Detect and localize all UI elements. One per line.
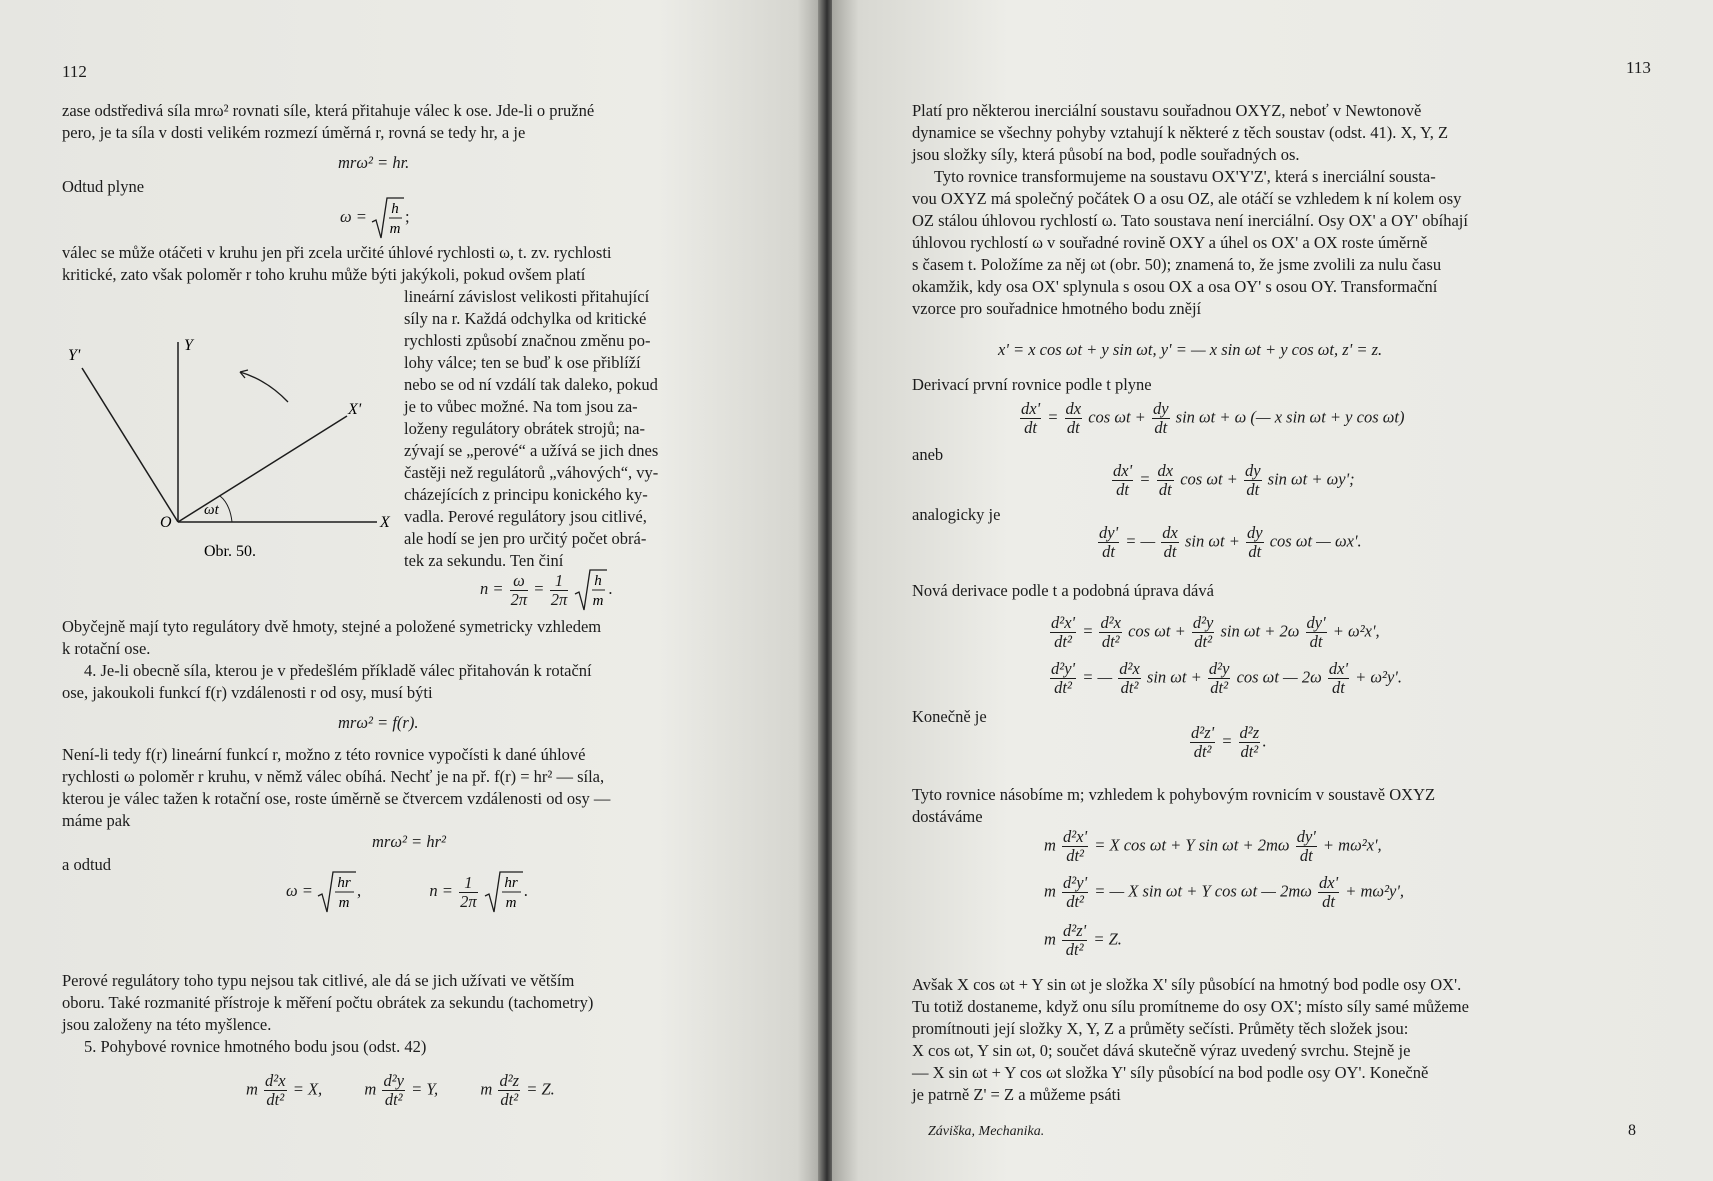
footer-sheet-number: 8	[1628, 1122, 1636, 1139]
text-line: válec se může otáčeti v kruhu jen při zcela určité úhlové rychlosti ω, t. zv. rychlosti	[62, 243, 612, 262]
frac-num: dx	[1162, 523, 1178, 542]
frac-num: dx'	[1021, 399, 1041, 418]
equation-dd1: $\frac{\text{d²x'}}{\text{dt²}}$ = $\frac{\text{d²x}}{\text{dt²}}$ cos ωt + $\frac{\text{d²y}}{\text{dt²}}$ sin ωt + 2ω $\frac{dy'}{dt}$ + ω²x',	[1051, 613, 1380, 651]
page-number: 112	[62, 62, 87, 81]
text-line: oboru. Také rozmanité přístroje k měření počtu obrátek za sekundu (tachometry)	[62, 993, 594, 1012]
page-number: 113	[1626, 58, 1651, 77]
text-line: pero, je ta síla v dosti velikém rozmezí úměrná r, rovná se tedy hr, a je	[62, 123, 526, 142]
text-line: kritické, zato však poloměr r toho kruhu může býti jakýkoli, pokud ovšem platí	[62, 265, 586, 284]
eq-lhs: ω =	[286, 880, 313, 900]
label-wt: ωt	[204, 502, 219, 518]
side-line: zývají se „perové“ a užívá se jich dnes	[404, 441, 659, 460]
side-line: ale hodí se jen pro určitý počet obrá-	[404, 529, 647, 548]
right-page	[832, 0, 1713, 1181]
side-line: lohy válce; ten se buď k ose přiblíží	[404, 353, 641, 372]
frac-den: dt²	[1240, 742, 1259, 761]
frac-den: dt	[1322, 892, 1335, 911]
frac-num: dy	[1247, 523, 1263, 542]
fraction	[550, 572, 569, 609]
frac-num: d²y	[1192, 613, 1214, 632]
text-line: vou OXYZ má společný počátek O a osu OZ, ale otáčí se vzhledem k ní kolem osy	[912, 189, 1462, 208]
frac-den: 2π	[460, 891, 477, 911]
equation-omega-n: ω = hr m , n = $\frac{1}{2\pi}$ hr m .	[286, 870, 528, 914]
equation-d2: $\frac{dx'}{dt}$ = $\frac{dx}{dt}$ cos ωt + $\frac{dy}{dt}$ sin ωt + ωy';	[1113, 461, 1355, 499]
text-line: s časem t. Položíme za něj ωt (obr. 50); znamená to, že jsme zvolili za nulu času	[912, 255, 1442, 274]
eq-rhs: = X,	[292, 1079, 323, 1099]
label-Y-prime: Y'	[68, 347, 81, 364]
eq-part: sin ωt + 2ω	[1220, 621, 1300, 641]
eq-m: m	[1044, 881, 1056, 901]
text-line: máme pak	[62, 811, 131, 830]
eq-part: = Z.	[1093, 929, 1122, 949]
equation-d3: $\frac{dy'}{dt}$ = — $\frac{dx}{dt}$ sin ωt + $\frac{dy}{dt}$ cos ωt — ωx'.	[1099, 523, 1362, 561]
sqrt-den: m	[592, 593, 604, 609]
text-line: Tyto rovnice transformujeme na soustavu OX'Y'Z', která s inerciální sousta-	[934, 167, 1436, 186]
text-line: Perové regulátory toho typu nejsou tak citlivé, ale dá se jich užívati ve větším	[62, 971, 575, 990]
side-line: loženy regulátory obrátek strojů; na-	[404, 419, 645, 438]
equation-dd3: $\frac{\text{d²z'}}{\text{dt²}}$ = $\frac{\text{d²z}}{\text{dt²}}$ .	[1191, 723, 1267, 761]
text-line: X cos ωt, Y sin ωt, 0; součet dává skutečně výraz uvedený svrchu. Stejně je	[912, 1041, 1411, 1060]
eq-part: + ω²y'.	[1355, 667, 1402, 687]
text-line: Odtud plyne	[62, 177, 145, 196]
frac-num: d²z'	[1063, 921, 1087, 940]
frac-den: dt	[1248, 542, 1262, 561]
label-X: X	[380, 514, 390, 531]
eq-part: cos ωt — 2ω	[1236, 667, 1322, 687]
text-line: zase odstředivá síla mrω² rovnati síle, která přitahuje válec k ose. Jde-li o pružné	[62, 101, 595, 120]
frac-den: dt²	[266, 1090, 285, 1109]
text-line: jsou založeny na této myšlence.	[62, 1015, 272, 1034]
text-line: okamžik, kdy osa OX' splynula s osou OX a osa OY' s osou OY. Transformační	[912, 277, 1438, 296]
frac-num: dx'	[1328, 659, 1348, 678]
eq-m: m	[246, 1079, 258, 1099]
text-line: OZ stálou úhlovou rychlostí ω. Tato soustava není inerciální. Osy OX' a OY' obíhají	[912, 211, 1468, 230]
footer-signature: Záviška, Mechanika.	[928, 1124, 1045, 1139]
text-line: kterou je válec tažen k rotační ose, roste úměrně se čtvercem vzdálenosti od osy —	[62, 789, 611, 808]
eq-part: = X cos ωt + Y sin ωt + 2mω	[1094, 835, 1290, 855]
eq-lhs: n =	[480, 578, 504, 598]
text-line: Tyto rovnice násobíme m; vzhledem k pohybovým rovnicím v soustavě OXYZ	[912, 785, 1436, 804]
text-line: ose, jakoukoli funkcí f(r) vzdálenosti r od osy, musí býti	[62, 683, 433, 702]
label-X-prime: X'	[348, 401, 362, 418]
frac-num: d²x	[1100, 613, 1121, 632]
equation-d1: $\frac{dx'}{dt}$ = $\frac{dx}{dt}$ cos ωt + $\frac{dy}{dt}$ sin ωt + ω (— x sin ωt + y cos ωt)	[1021, 399, 1405, 437]
sqrt-num: h	[594, 573, 603, 589]
equation: mrω² = hr²	[372, 832, 446, 851]
frac-den: dt	[1102, 542, 1115, 561]
text-line: jsou složky síly, která působí na bod, podle souřadných os.	[912, 145, 1300, 164]
frac-den: dt²	[500, 1090, 519, 1109]
sqrt	[317, 870, 357, 914]
fraction	[382, 1072, 405, 1109]
equations-motion	[246, 1072, 555, 1109]
equation-m2	[1044, 874, 1404, 911]
frac-num: dx'	[1319, 873, 1339, 892]
side-line: vadla. Perové regulátory jsou citlivé,	[404, 507, 647, 526]
frac-num: dx'	[1113, 461, 1133, 480]
frac-num: dy	[1152, 399, 1169, 418]
text-line: Derivací první rovnice podle t plyne	[912, 375, 1152, 394]
frac-den: dt	[1066, 418, 1080, 437]
eq-part: sin ωt +	[1146, 667, 1202, 687]
eq-m: m	[1044, 929, 1056, 949]
frac-num: 1	[550, 572, 569, 591]
frac-den: dt	[1332, 678, 1345, 697]
eq-part: = — X sin ωt + Y cos ωt — 2mω	[1094, 881, 1312, 901]
fraction	[459, 874, 478, 911]
side-line: cházejících z principu konického ky-	[404, 485, 648, 504]
sqrt	[371, 196, 405, 240]
text-line: Tu totiž dostaneme, když onu sílu promítneme do osy OX'; místo síly samé můžeme	[912, 997, 1469, 1016]
frac-den: dt	[1299, 846, 1313, 865]
text-line: Konečně je	[912, 707, 987, 726]
text-line: vzorce pro souřadnice hmotného bodu znějí	[912, 299, 1202, 318]
frac-den: dt²	[1193, 742, 1212, 761]
label-O: O	[160, 514, 172, 531]
frac-num: dx	[1157, 461, 1174, 480]
frac-num: dx	[1065, 399, 1082, 418]
frac-num: dy	[1244, 461, 1261, 480]
angle-arc	[220, 496, 232, 522]
text-line: Avšak X cos ωt + Y sin ωt je složka X' síly působící na hmotný bod podle osy OX'.	[912, 975, 1462, 994]
frac-num: ω	[510, 572, 529, 591]
axis-y-prime	[82, 368, 178, 522]
frac-den: dt	[1309, 632, 1323, 651]
figure-50	[62, 330, 402, 570]
equation-m3	[1044, 922, 1122, 959]
frac-den: dt²	[1120, 678, 1139, 697]
eq-part: + mω²y',	[1345, 881, 1404, 901]
eq-m: m	[364, 1079, 377, 1099]
frac-den: dt²	[1054, 678, 1072, 697]
side-line: je to vůbec možné. Na tom jsou za-	[404, 397, 638, 416]
sqrt	[574, 568, 608, 612]
frac-num: d²y	[383, 1071, 404, 1090]
frac-num: d²y	[1208, 659, 1230, 678]
eq-part: + mω²x',	[1322, 835, 1382, 855]
eq-m: m	[480, 1079, 493, 1099]
eq-part: cos ωt +	[1088, 407, 1146, 427]
text-line: Není-li tedy f(r) lineární funkcí r, možno z této rovnice vypočísti k dané úhlové	[62, 745, 586, 764]
frac-den: dt²	[1066, 846, 1084, 865]
left-page	[0, 0, 822, 1181]
text-line: Nová derivace podle t a podobná úprava dává	[912, 581, 1214, 600]
eq-lhs: n =	[429, 880, 453, 900]
text-line: dynamice se všechny pohyby vztahují k některé z těch soustav (odst. 41). X, Y, Z	[912, 123, 1449, 142]
text-line: úhlovou rychlostí ω v souřadné rovině OXY a úhel os OX' a OX roste úměrně	[912, 233, 1428, 252]
eq-m: m	[1044, 835, 1056, 855]
eq-lhs: ω =	[340, 206, 367, 226]
frac-den: 2π	[510, 589, 528, 609]
frac-num: dy'	[1099, 523, 1119, 542]
text-line: dostáváme	[912, 807, 983, 826]
side-line: tek za sekundu. Ten činí	[404, 551, 564, 570]
frac-den: dt	[1024, 418, 1037, 437]
frac-den: dt	[1116, 480, 1129, 499]
side-line: častěji než regulátorů „váhových“, vy-	[404, 463, 659, 482]
frac-den: dt²	[1101, 632, 1120, 651]
frac-num: d²y'	[1051, 659, 1076, 678]
text-line: — X sin ωt + Y cos ωt složka Y' síly působící na bod podle osy OY'. Konečně	[912, 1063, 1429, 1082]
frac-num: d²z	[499, 1071, 520, 1090]
eq-rhs: = Y,	[411, 1079, 439, 1099]
frac-num: d²z	[1239, 723, 1260, 742]
sqrt-den: m	[505, 895, 517, 911]
frac-num: d²x	[1119, 659, 1140, 678]
fraction	[498, 1072, 520, 1109]
frac-num: d²z'	[1191, 723, 1215, 742]
equation-omega: ω = h m ;	[340, 196, 410, 240]
fraction	[264, 1072, 287, 1109]
text-line: 5. Pohybové rovnice hmotného bodu jsou (odst. 42)	[84, 1037, 427, 1056]
rotation-arrow	[240, 372, 288, 402]
frac-den: dt²	[1054, 632, 1072, 651]
fraction	[510, 572, 529, 609]
frac-num: dy'	[1306, 613, 1326, 632]
frac-den: dt²	[1210, 678, 1229, 697]
eq-part: sin ωt + ωy';	[1267, 469, 1355, 489]
eq-part: cos ωt — ωx'.	[1269, 531, 1362, 551]
text-line: Platí pro některou inerciální soustavu souřadnou OXYZ, neboť v Newtonově	[912, 101, 1422, 120]
equation-dd2: $\frac{\text{d²y'}}{\text{dt²}}$ = — $\frac{\text{d²x}}{\text{dt²}}$ sin ωt + $\frac{\text{d²y}}{\text{dt²}}$ cos ωt — 2ω $\frac{dx'}{dt}$ + ω²y'.	[1051, 659, 1402, 697]
text-line: je patrně Z' = Z a můžeme psáti	[912, 1085, 1121, 1104]
text-line: a odtud	[62, 855, 112, 874]
side-line: síly na r. Každá odchylka od kritické	[404, 309, 647, 328]
eq-part: cos ωt +	[1128, 621, 1186, 641]
frac-num: d²x'	[1051, 613, 1076, 632]
frac-den: 2π	[550, 589, 568, 609]
frac-den: dt	[1158, 480, 1172, 499]
text-line: 4. Je-li obecně síla, kterou je v předešlém příkladě válec přitahován k rotační	[84, 661, 592, 680]
text-line: aneb	[912, 445, 944, 464]
text-line: analogicky je	[912, 505, 1001, 524]
frac-num: 1	[459, 874, 478, 893]
text-line: rychlosti ω poloměr r kruhu, v němž válec obíhá. Nechť je na př. f(r) = hr² — síla,	[62, 767, 605, 786]
sqrt-num: hr	[337, 875, 351, 891]
eq-part: + ω²x',	[1332, 621, 1380, 641]
eq-part: sin ωt +	[1185, 531, 1240, 551]
text-line: Obyčejně mají tyto regulátory dvě hmoty, stejné a položené symetricky vzhledem	[62, 617, 602, 636]
frac-den: dt²	[1066, 892, 1084, 911]
frac-num: d²x'	[1063, 827, 1088, 846]
side-line: rychlosti způsobí značnou změnu po-	[404, 331, 651, 350]
equation: mrω² = f(r).	[338, 713, 419, 732]
side-line: nebo se od ní vzdálí tak daleko, pokud	[404, 375, 658, 394]
equation-m1	[1044, 828, 1382, 865]
frac-num: d²x	[265, 1071, 286, 1090]
text-line: promítnouti její složky X, Y, Z a průměty sečísti. Průměty těch složek jsou:	[912, 1019, 1409, 1038]
sqrt-num: hr	[504, 875, 518, 891]
frac-den: dt	[1163, 542, 1177, 561]
eq-rhs: = Z.	[526, 1079, 555, 1099]
equation-transform: x' = x cos ωt + y sin ωt, y' = — x sin ωt + y cos ωt, z' = z.	[998, 340, 1383, 359]
frac-den: dt	[1154, 418, 1168, 437]
eq-part: sin ωt + ω (— x sin ωt + y cos ωt)	[1175, 407, 1405, 427]
sqrt	[484, 870, 524, 914]
label-Y: Y	[184, 337, 193, 354]
side-line: lineární závislost velikosti přitahující	[404, 287, 650, 306]
eq-sign: =	[534, 578, 544, 598]
frac-num: d²y'	[1063, 873, 1088, 892]
frac-den: dt²	[384, 1090, 403, 1109]
eq-part: cos ωt +	[1180, 469, 1238, 489]
frac-den: dt²	[1194, 632, 1213, 651]
sqrt-num: h	[391, 201, 399, 217]
frac-num: dy'	[1296, 827, 1316, 846]
frac-den: dt²	[1065, 940, 1084, 959]
sqrt-den: m	[338, 895, 350, 911]
text-line: k rotační ose.	[62, 639, 151, 658]
figure-caption: Obr. 50.	[204, 543, 256, 560]
equation-n: n = $\frac{\omega}{2\pi}$ = $\frac{1}{2\pi}$ h m .	[480, 568, 613, 612]
sqrt-den: m	[389, 221, 401, 237]
equation: mrω² = hr.	[338, 153, 410, 172]
frac-den: dt	[1246, 480, 1260, 499]
